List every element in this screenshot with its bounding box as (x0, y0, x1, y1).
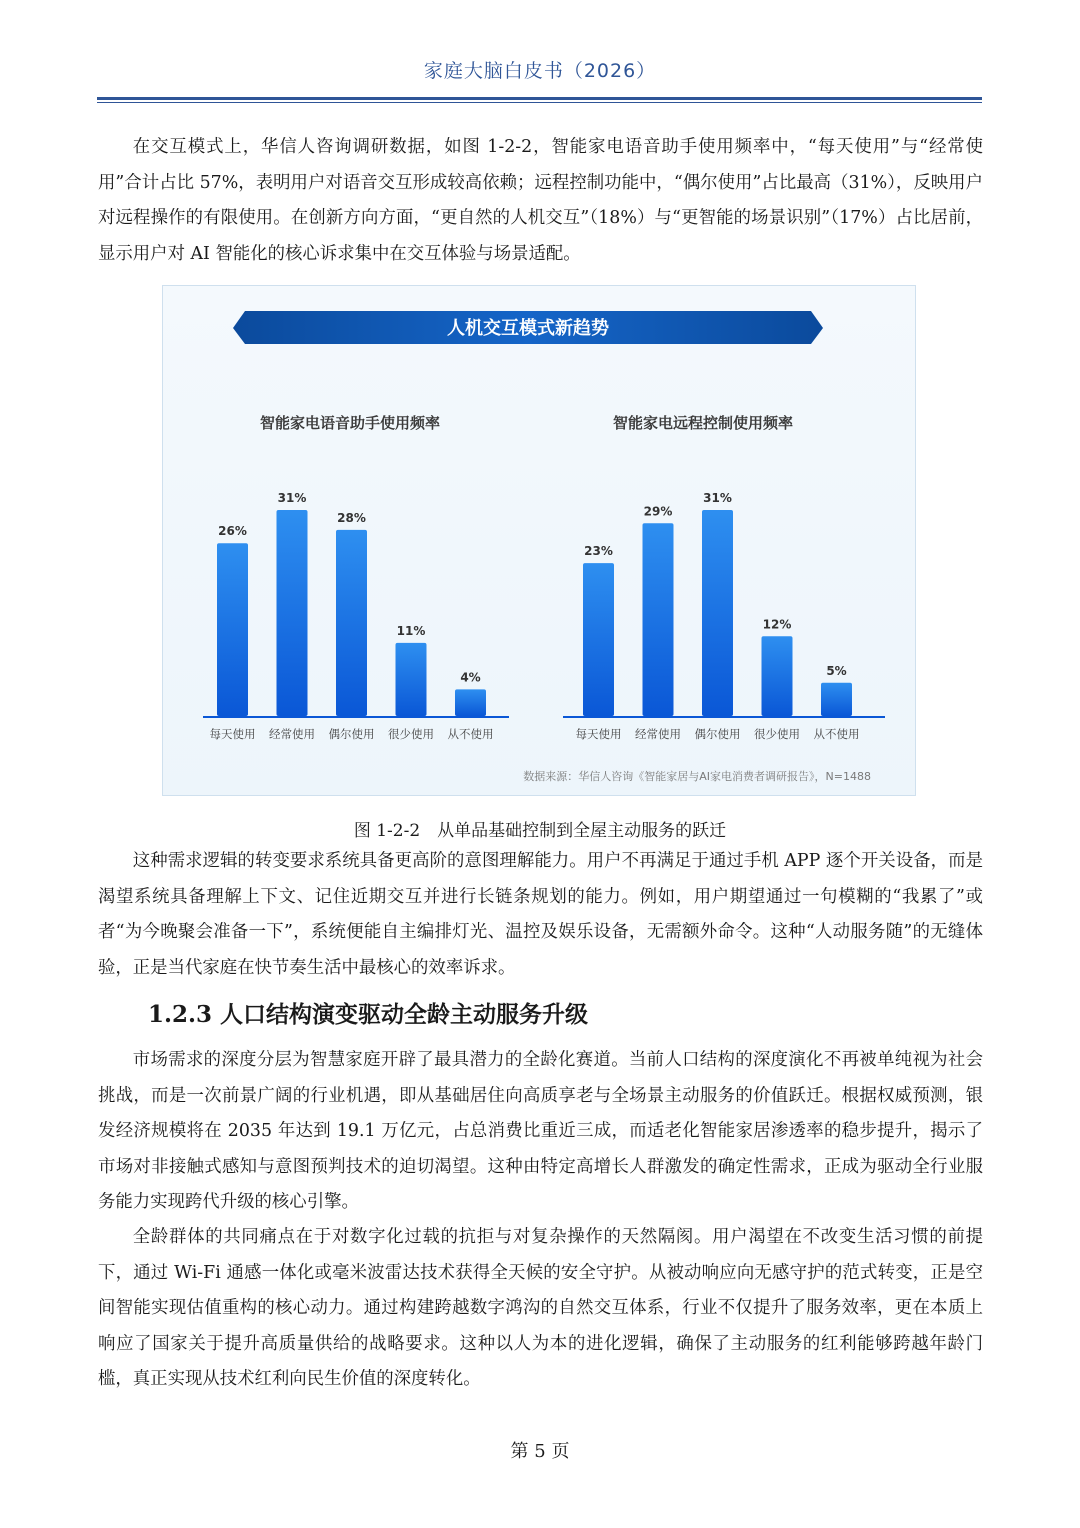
document-header-title: 家庭大脑白皮书（2026） (423, 60, 657, 82)
bar-value-label: 11% (396, 623, 426, 638)
header-rule-thin (97, 102, 982, 103)
bar (583, 563, 614, 716)
bar-value-label: 23% (584, 544, 613, 559)
bar (643, 523, 674, 716)
bar (702, 510, 733, 716)
chart-voice-assistant (203, 414, 509, 741)
figure-caption: 图 1-2-2 从单品基础控制到全屋主动服务的跃迁 (353, 821, 727, 841)
bar (336, 530, 367, 716)
bar-value-label: 26% (218, 524, 247, 539)
chart-svg (163, 286, 915, 795)
figure-interaction-trends (162, 285, 916, 796)
chart-remote-control (563, 414, 885, 741)
page-number: 第 5 页 (510, 1441, 570, 1462)
category-label: 每天使用 (575, 727, 622, 741)
category-label: 偶尔使用 (694, 727, 741, 741)
bar (821, 683, 852, 716)
paragraph-intent-understanding: 这种需求逻辑的转变要求系统具备更高阶的意图理解能力。用户不再满足于通过手机 APP 逐个开关设备，而是渴望系统具备理解上下文、记住近期交互并进行长链条规划的能力。例如，用户期望通过一句模糊的“我累了”或者“为今晚聚会准备一下”，系统便能自主编排灯光、温控及娱乐设备，无需额外命令。这种“人动服务随”的无缝体验，正是当代家庭在快节奏生活中最核心的效率诉求。 (98, 851, 983, 978)
section-heading: 1.2.3 人口结构演变驱动全龄主动服务升级 (148, 1001, 589, 1028)
category-label: 每天使用 (209, 727, 256, 741)
category-label: 经常使用 (269, 727, 315, 741)
bar-value-label: 4% (460, 670, 481, 685)
bar (396, 643, 427, 716)
data-source-note: 数据来源：华信人咨询《智能家居与AI家电消费者调研报告》，N=1488 (523, 770, 871, 783)
category-label: 经常使用 (635, 727, 681, 741)
bar-value-label: 29% (643, 504, 673, 519)
chart-title: 智能家电语音助手使用频率 (259, 414, 441, 432)
bar-value-label: 12% (762, 617, 792, 632)
bar-value-label: 5% (826, 663, 847, 678)
category-label: 偶尔使用 (328, 727, 375, 741)
bar-value-label: 31% (277, 491, 307, 505)
category-label: 很少使用 (754, 727, 800, 741)
bar-value-label: 28% (337, 510, 366, 525)
paragraph-interaction-mode: 在交互模式上，华信人咨询调研数据，如图 1-2-2，智能家电语音助手使用频率中，“每天使用”与“经常使用”合计占比 57%，表明用户对语音交互形成较高依赖；远程控制功能中，“偶尔使用”占比最高（31%），反映用户对远程操作的有限使用。在创新方向方面，“更自然的人机交互”（18%）与“更智能的场景识别”（17%）占比居前，显示用户对 AI 智能化的核心诉求集中在交互体验与场景适配。 (98, 137, 983, 264)
paragraph-market-demand: 市场需求的深度分层为智慧家庭开辟了最具潜力的全龄化赛道。当前人口结构的深度演化不再被单纯视为社会挑战，而是一次前景广阔的行业机遇，即从基础居住向高质享老与全场景主动服务的价值跃迁。根据权威预测，银发经济规模将在 2035 年达到 19.1 万亿元，占总消费比重近三成，而适老化智能家居渗透率的稳步提升，揭示了市场对非接触式感知与意图预判技术的迫切渴望。这种由特定高增长人群激发的确定性需求，正成为驱动全行业服务能力实现跨代升级的核心引擎。 (98, 1050, 983, 1212)
bar (277, 510, 308, 716)
category-label: 从不使用 (813, 727, 860, 741)
chart-title: 智能家电远程控制使用频率 (612, 414, 794, 432)
paragraph-pain-points: 全龄群体的共同痛点在于对数字化过载的抗拒与对复杂操作的天然隔阂。用户渴望在不改变生活习惯的前提下，通过 Wi-Fi 通感一体化或毫米波雷达技术获得全天候的安全守护。从被动响应向无感守护的范式转变，正是空间智能实现估值重构的核心动力。通过构建跨越数字鸿沟的自然交互体系，行业不仅提升了服务效率，更在本质上响应了国家关于提升高质量供给的战略要求。这种以人为本的进化逻辑，确保了主动服务的红利能够跨越年龄门槛，真正实现从技术红利向民生价值的深度转化。 (98, 1227, 983, 1389)
figure-banner (233, 311, 823, 344)
bar (217, 543, 248, 716)
banner-title: 人机交互模式新趋势 (447, 318, 609, 339)
bar (455, 689, 486, 716)
header-rule-thick (97, 97, 982, 100)
category-label: 很少使用 (388, 727, 434, 741)
bar-value-label: 31% (703, 491, 732, 505)
bar (762, 636, 793, 716)
category-label: 从不使用 (447, 727, 494, 741)
